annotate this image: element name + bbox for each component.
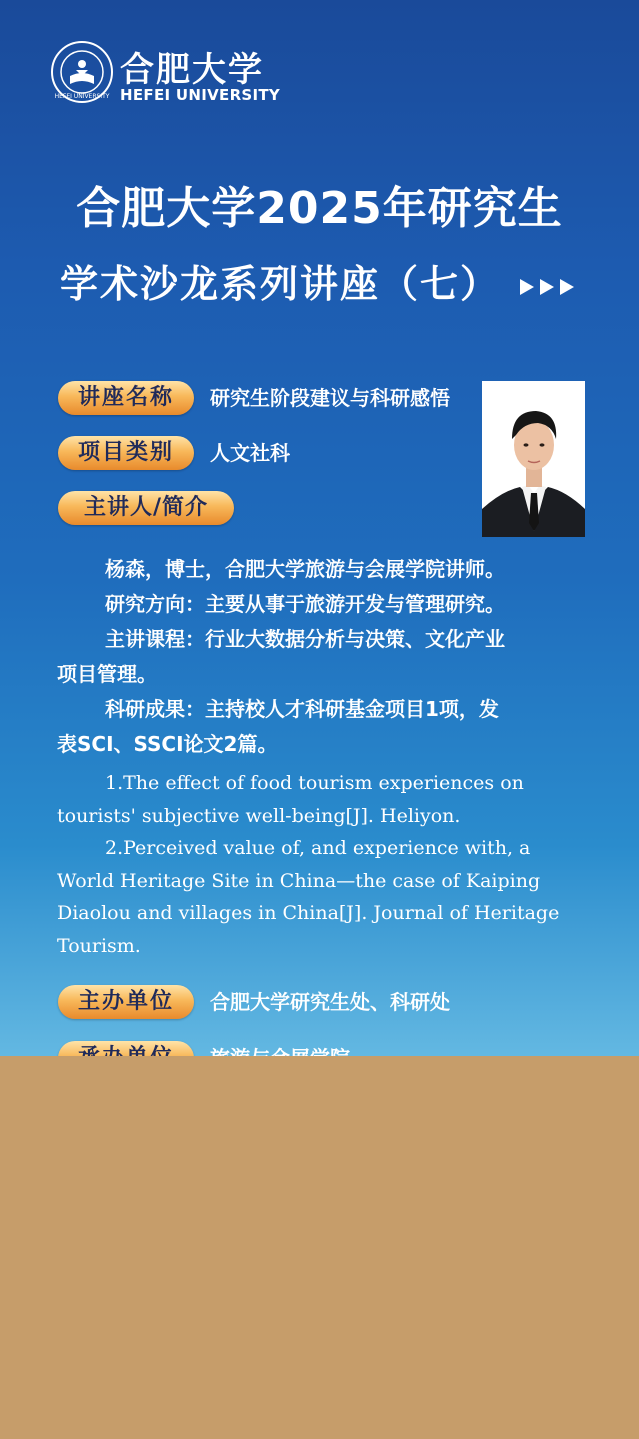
university-name-en: HEFEI UNIVERSITY: [120, 86, 281, 104]
speaker-label: 主讲人/简介: [58, 491, 234, 525]
bio-courses-line2: 项目管理。: [57, 662, 157, 686]
university-seal-icon: [50, 40, 114, 104]
category-value: 人文社科: [210, 441, 290, 465]
lecture-name-value: 研究生阶段建议与科研感悟: [210, 386, 450, 410]
poster-title-line1: 合肥大学2025年研究生: [76, 183, 563, 234]
bio-courses-line1: 主讲课程：行业大数据分析与决策、文化产业: [105, 627, 505, 651]
paper-1-line2: tourists' subjective well-being[J]. Heliyon.: [57, 804, 461, 827]
paper-2-line2: World Heritage Site in China—the case of Kaiping: [57, 869, 541, 892]
paper-2-line1: 2.Perceived value of, and experience with, a: [105, 837, 531, 859]
bio-results-line2: 表SCI、SSCI论文2篇。: [57, 732, 278, 756]
paper-1-line1: 1.The effect of food tourism experiences on: [105, 772, 524, 794]
university-name-cn: 合肥大学: [120, 50, 264, 90]
speaker-bio: [57, 552, 585, 762]
publication-list: [57, 767, 585, 962]
paper-2-line4: Tourism.: [57, 934, 141, 957]
category-label: 项目类别: [58, 436, 194, 470]
bio-research-direction: 研究方向：主要从事于旅游开发与管理研究。: [105, 592, 505, 616]
triple-arrow-icon: [520, 277, 580, 297]
organizer-label: 主办单位: [58, 985, 194, 1019]
organizer-value: 合肥大学研究生处、科研处: [210, 990, 450, 1014]
bio-results-line1: 科研成果：主持校人才科研基金项目1项，发: [105, 697, 499, 721]
seal-text: HEFEI UNIVERSITY: [54, 93, 110, 100]
lecture-name-label: 讲座名称: [58, 381, 194, 415]
bio-intro: 杨森，博士，合肥大学旅游与会展学院讲师。: [105, 557, 505, 581]
poster-title-line2: 学术沙龙系列讲座（七）: [60, 262, 501, 306]
unloaded-area: [0, 1056, 639, 1439]
paper-2-line3: Diaolou and villages in China[J]. Journal of Heritage: [57, 902, 560, 924]
speaker-photo: [482, 381, 585, 537]
